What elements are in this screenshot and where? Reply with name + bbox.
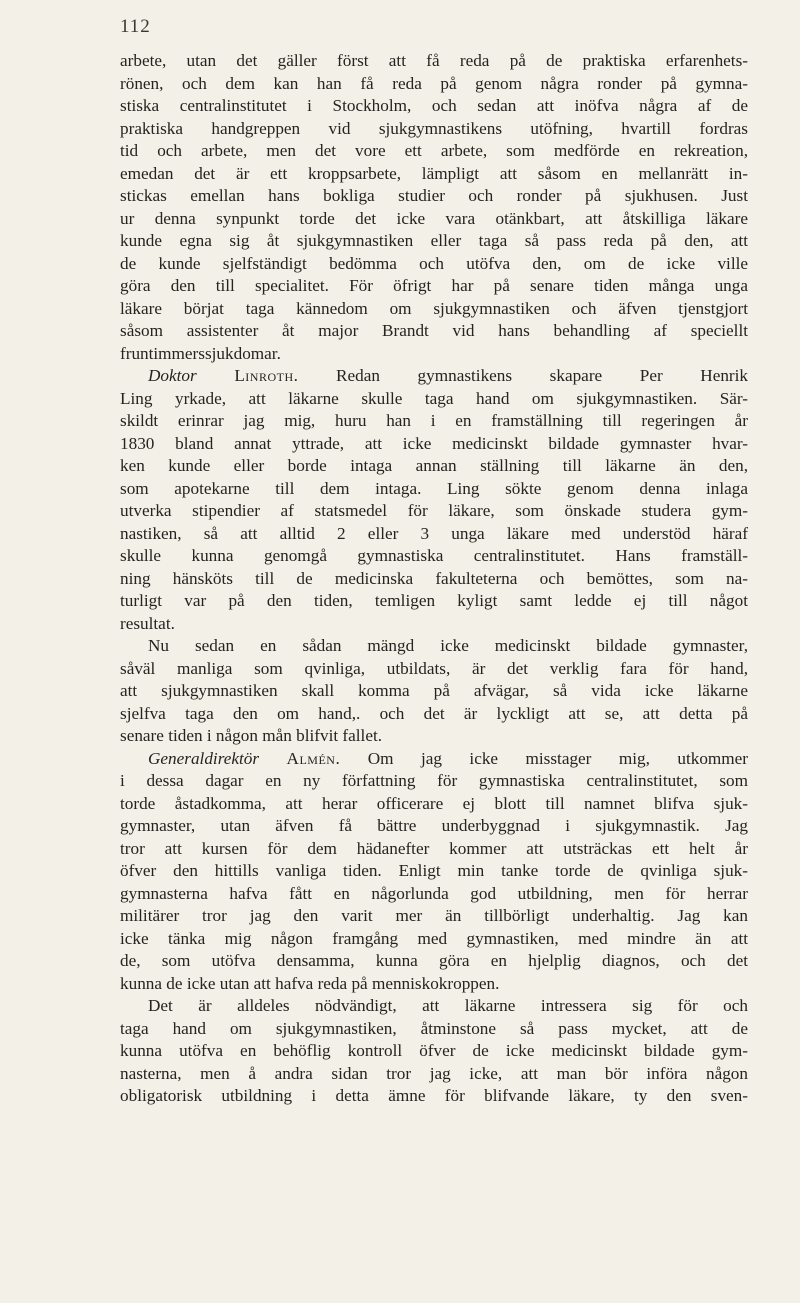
text-line: arbete, utan det gäller först att få reda på de praktiska erfarenhets-: [120, 51, 748, 70]
text-line: praktiska handgreppen vid sjukgymnastikens utöfning, hvartill fordras: [120, 118, 748, 138]
speaker-name: Almén.: [286, 748, 341, 768]
text-line: att sjukgymnastiken skall komma på afvägar, så vida icke läkarne: [120, 681, 748, 700]
text-line: öfver den hittills vanliga tiden. Enligt min tanke torde de qvinliga sjuk-: [120, 861, 748, 880]
paragraph-1: [120, 50, 748, 365]
text-line: de kunde sjelfständigt bedömma och utöfva den, om de icke ville: [120, 253, 748, 273]
text-line: skildt erinrar jag mig, huru han i en framställning till regeringen år: [120, 411, 748, 430]
text-fragment: Om jag icke misstager mig, utkommer: [367, 748, 748, 768]
text-line: ken kunde eller borde intaga annan ställning till läkarne än den,: [120, 456, 748, 475]
paragraph-4: [120, 748, 748, 996]
text-line: de, som utöfva densamma, kunna göra en hjelplig diagnos, och det: [120, 951, 748, 970]
text-line: rönen, och dem kan han få reda på genom några ronder på gymna-: [120, 73, 748, 93]
text-line: kunde egna sig åt sjukgymnastiken eller taga så pass reda på den, att: [120, 231, 748, 250]
text-line: kunna de icke utan att hafva reda på menniskokroppen.: [120, 973, 500, 993]
speaker-line: [120, 748, 748, 771]
text-line: skulle kunna genomgå gymnastiska centralinstitutet. Hans framställ-: [120, 546, 748, 565]
text-line: göra den till specialitet. För öfrigt har på senare tiden många unga: [120, 276, 748, 295]
text-line: Det är alldeles nödvändigt, att läkarne intressera sig för och: [148, 996, 748, 1015]
text-line: ur denna synpunkt torde det icke vara otänkbart, att åtskilliga läkare: [120, 208, 748, 228]
text-line: icke tänka mig någon framgång med gymnastiken, med mindre än att: [120, 928, 748, 948]
text-line: läkare börjat taga kännedom om sjukgymnastiken och äfven tjenstgjort: [120, 298, 748, 318]
page-number: 112: [120, 16, 151, 37]
text-line: i dessa dagar en ny författning för gymnastiska centralinstitutet, som: [120, 771, 748, 790]
text-line: nasterna, men å andra sidan tror jag icke, att man bör införa någon: [120, 1063, 748, 1083]
text-fragment: Redan gymnastikens skapare Per Henrik: [336, 366, 749, 385]
text-line: som apotekarne till dem intaga. Ling sökte genom denna inlaga: [120, 478, 748, 498]
text-line: nastiken, så att alltid 2 eller 3 unga läkare med understöd häraf: [120, 523, 748, 543]
text-line: tid och arbete, men det vore ett arbete, som medförde en rekreation,: [120, 141, 748, 160]
paragraph-3: [120, 635, 748, 748]
speaker-name: Linroth.: [234, 366, 299, 385]
paragraph-2: [120, 365, 748, 635]
text-line: tror att kursen för dem hädanefter kommer att utsträckas ett helt år: [120, 838, 748, 858]
text-line: såväl manliga som qvinliga, utbildats, är det verklig fara för hand,: [120, 658, 748, 678]
speaker-title: Doktor: [148, 366, 197, 385]
text-line: obligatorisk utbildning i detta ämne för blifvande läkare, ty den sven-: [120, 1086, 748, 1105]
text-line: ning hänsköts till de medicinska fakulteterna och bemöttes, som na-: [120, 568, 748, 588]
text-line: Ling yrkade, att läkarne skulle taga hand om sjukgymnastiken. Sär-: [120, 388, 748, 408]
text-line: 1830 bland annat yttrade, att icke medicinskt bildade gymnaster hvar-: [120, 433, 748, 453]
text-line: såsom assistenter åt major Brandt vid hans behandling af speciellt: [120, 321, 748, 340]
text-line: gymnasterna hafva fått en någorlunda god utbildning, men för herrar: [120, 883, 748, 903]
body-text: [120, 50, 748, 1108]
text-line: utverka stipendier af statsmedel för läkare, som önskade studera gym-: [120, 501, 748, 520]
text-line: turligt var på den tiden, temligen kyligt samt ledde ej till något: [120, 591, 748, 610]
text-line: kunna utöfva en behöflig kontroll öfver de icke medicinskt bildade gym-: [120, 1041, 748, 1060]
text-line: resultat.: [120, 613, 175, 633]
text-line: taga hand om sjukgymnastiken, åtminstone så pass mycket, att de: [120, 1018, 748, 1038]
text-line: fruntimmerssjukdomar.: [120, 343, 281, 363]
text-line: gymnaster, utan äfven få bättre underbyggnad i sjukgymnastik. Jag: [120, 816, 748, 835]
text-line: stiska centralinstitutet i Stockholm, och sedan att inöfva några af de: [120, 96, 748, 115]
text-line: militärer tror jag den varit mer än tillbörligt underhaltig. Jag kan: [120, 906, 748, 925]
paragraph-5: [120, 995, 748, 1108]
text-line: Nu sedan en sådan mängd icke medicinskt bildade gymnaster,: [148, 636, 748, 655]
text-line: stickas emellan hans bokliga studier och ronder på sjukhusen. Just: [120, 186, 748, 205]
speaker-title: Generaldirektör: [148, 748, 260, 768]
speaker-line: [120, 365, 748, 388]
text-line: sjelfva taga den om hand,. och det är lyckligt att se, att detta på: [120, 703, 748, 723]
text-line: emedan det är ett kroppsarbete, lämpligt att såsom en mellanrätt in-: [120, 163, 748, 183]
text-line: torde åstadkomma, att herar officerare ej blott till namnet blifva sjuk-: [120, 793, 748, 813]
text-line: senare tiden i någon mån blifvit fallet.: [120, 726, 383, 745]
